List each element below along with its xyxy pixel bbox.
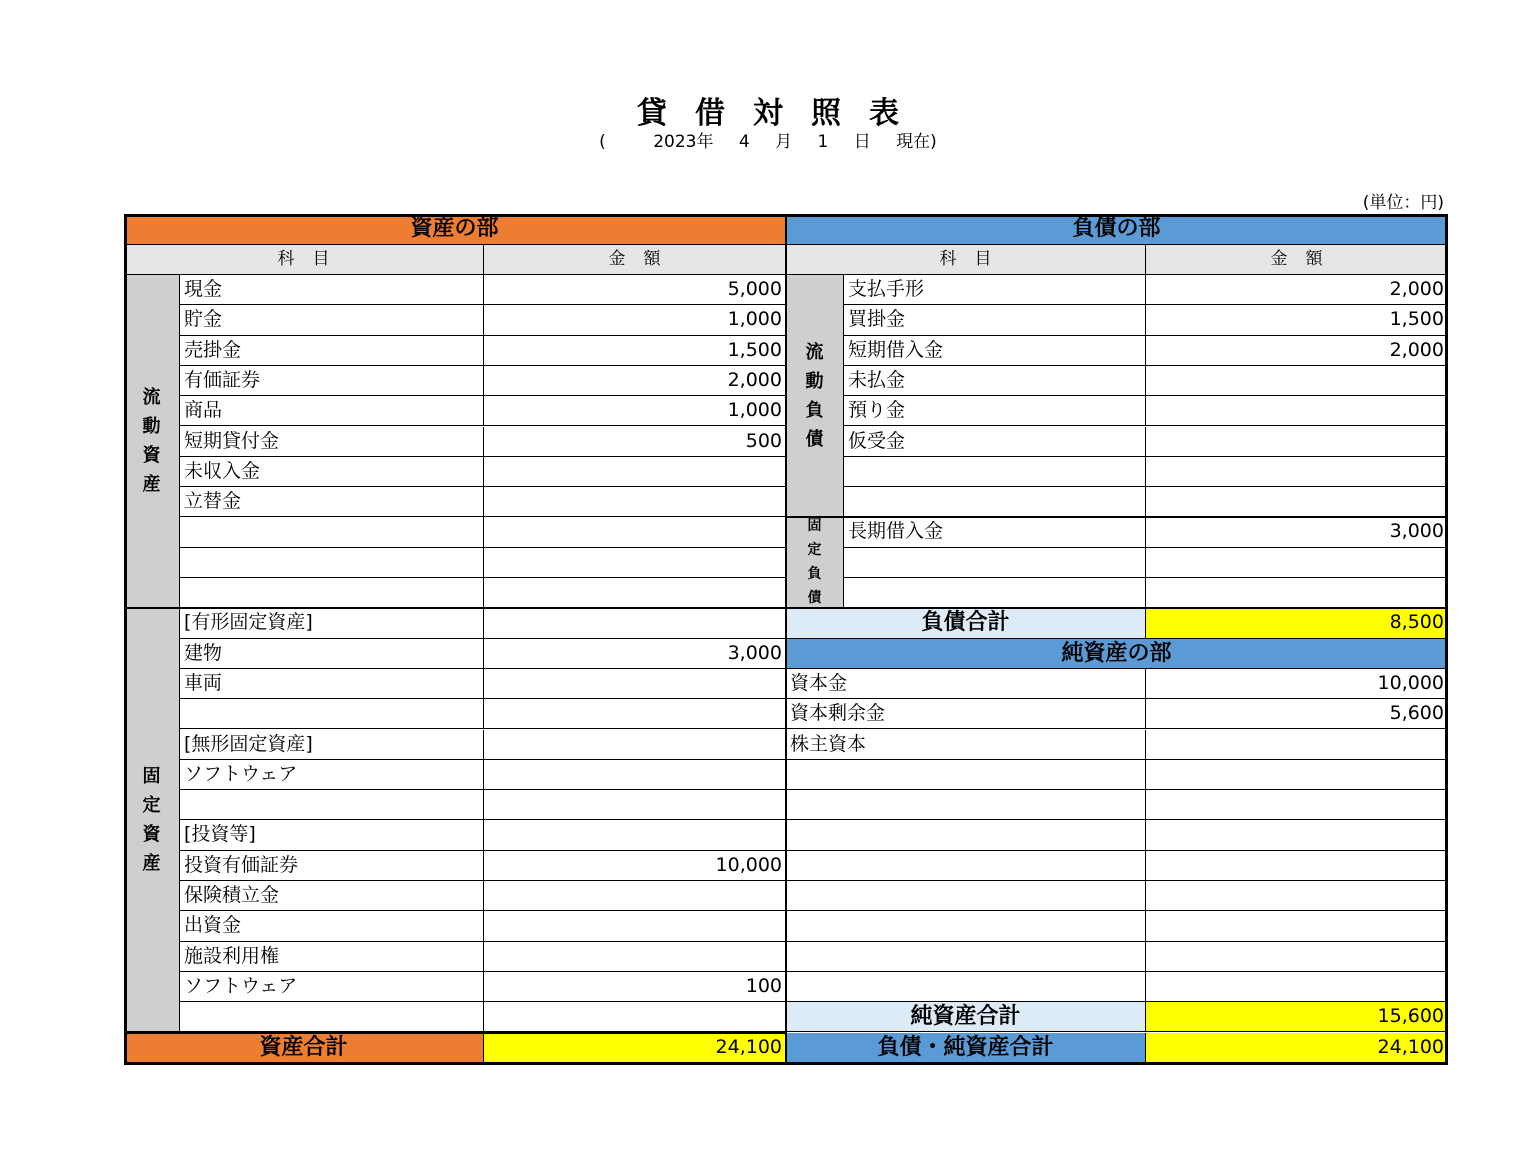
- current-asset-item: 立替金: [180, 487, 484, 517]
- net-assets-header: 純資産の部: [786, 639, 1448, 669]
- net-asset-amount: [1146, 972, 1448, 1002]
- current-asset-item: 短期貸付金: [180, 427, 484, 457]
- net-asset-item: [786, 820, 1146, 850]
- fixed-liability-amount: [1146, 578, 1448, 608]
- current-asset-amount: 1,500: [484, 336, 786, 366]
- side-label-char: 債: [807, 590, 822, 607]
- assets-total-divider: [124, 1032, 786, 1034]
- net-asset-item: 資本金: [786, 669, 1146, 699]
- current-liability-item: 短期借入金: [844, 336, 1146, 366]
- side-label-char: 債: [805, 428, 824, 450]
- current-liability-amount: 2,000: [1146, 336, 1448, 366]
- assets-total-value: 24,100: [484, 1033, 786, 1063]
- liabilities-total-label: 負債合計: [786, 608, 1146, 638]
- net-asset-item: [786, 942, 1146, 972]
- liabilities-col-amount: 金額: [1146, 245, 1448, 275]
- date-month: 4: [738, 132, 750, 152]
- fixed-asset-item: 施設利用権: [180, 942, 484, 972]
- date-suffix: 現在): [896, 132, 937, 152]
- net-asset-amount: [1146, 851, 1448, 881]
- liabilities-col-item: 科目: [786, 245, 1146, 275]
- unit-label: (単位：円): [1362, 193, 1444, 213]
- fixed-liability-item: 長期借入金: [844, 517, 1146, 547]
- side-label-char: 産: [142, 852, 161, 874]
- net-asset-item: [786, 881, 1146, 911]
- side-label-char: 資: [142, 823, 161, 845]
- fixed-asset-amount: 10,000: [484, 851, 786, 881]
- current-liability-item: 仮受金: [844, 427, 1146, 457]
- fixed-asset-amount: [484, 730, 786, 760]
- page-title: 貸借対照表: [637, 96, 927, 131]
- date-month-unit: 月: [775, 132, 793, 152]
- fixed-asset-item: [投資等]: [180, 820, 484, 850]
- side-label-char: 固: [142, 765, 161, 787]
- current-asset-item: 貯金: [180, 305, 484, 335]
- side-label-char: 流: [805, 341, 824, 363]
- date-day: 1: [817, 132, 829, 152]
- fixed-liability-item: [844, 548, 1146, 578]
- net-asset-amount: [1146, 911, 1448, 941]
- assets-total-label: 資産合計: [124, 1033, 484, 1063]
- current-asset-amount: 2,000: [484, 366, 786, 396]
- side-label-char: 負: [807, 566, 822, 583]
- fixed-asset-item: 投資有価証券: [180, 851, 484, 881]
- net-asset-amount: [1146, 730, 1448, 760]
- current-asset-item: 商品: [180, 396, 484, 426]
- fixed-asset-amount: [484, 608, 786, 638]
- fixed-asset-amount: 3,000: [484, 639, 786, 669]
- current-liabilities-label: [786, 275, 844, 517]
- side-label-char: 動: [142, 416, 161, 438]
- fixed-asset-item: 出資金: [180, 911, 484, 941]
- current-asset-amount: [484, 548, 786, 578]
- current-asset-item: 売掛金: [180, 336, 484, 366]
- current-asset-amount: [484, 517, 786, 547]
- grand-total-label: 負債・純資産合計: [786, 1033, 1146, 1063]
- fixed-asset-amount: [484, 881, 786, 911]
- fixed-asset-amount: [484, 942, 786, 972]
- date-year: 2023年: [653, 132, 714, 152]
- current-liability-item: 支払手形: [844, 275, 1146, 305]
- net-asset-item: 株主資本: [786, 730, 1146, 760]
- net-assets-total-value: 15,600: [1146, 1002, 1448, 1032]
- center-divider: [785, 214, 787, 1063]
- fixed-asset-amount: [484, 699, 786, 729]
- fixed-asset-item: 保険積立金: [180, 881, 484, 911]
- side-label-char: 負: [805, 399, 824, 421]
- current-fixed-assets-divider: [124, 607, 786, 609]
- current-asset-amount: 5,000: [484, 275, 786, 305]
- fixed-asset-amount: [484, 1002, 786, 1032]
- fixed-asset-amount: [484, 760, 786, 790]
- net-asset-item: 資本剰余金: [786, 699, 1146, 729]
- current-liability-item: 預り金: [844, 396, 1146, 426]
- fixed-asset-item: 車両: [180, 669, 484, 699]
- side-label-char: 流: [142, 387, 161, 409]
- net-asset-item: [786, 760, 1146, 790]
- current-assets-label: [124, 275, 180, 608]
- current-asset-amount: 1,000: [484, 305, 786, 335]
- current-liability-amount: [1146, 396, 1448, 426]
- current-asset-amount: 500: [484, 427, 786, 457]
- current-asset-item: [180, 517, 484, 547]
- current-asset-item: 未収入金: [180, 457, 484, 487]
- side-label-char: 動: [805, 370, 824, 392]
- current-liability-item: [844, 487, 1146, 517]
- net-asset-item: [786, 972, 1146, 1002]
- current-fixed-liabilities-divider: [786, 516, 1448, 518]
- current-asset-amount: [484, 487, 786, 517]
- current-liability-item: 買掛金: [844, 305, 1146, 335]
- current-liability-amount: [1146, 427, 1448, 457]
- fixed-liability-amount: 3,000: [1146, 517, 1448, 547]
- net-asset-amount: 5,600: [1146, 699, 1448, 729]
- fixed-asset-item: [無形固定資産]: [180, 730, 484, 760]
- fixed-asset-item: 建物: [180, 639, 484, 669]
- date-open: (: [599, 132, 606, 152]
- fixed-liability-item: [844, 578, 1146, 608]
- current-asset-item: 有価証券: [180, 366, 484, 396]
- fixed-asset-item: [180, 699, 484, 729]
- current-liability-amount: 1,500: [1146, 305, 1448, 335]
- current-asset-item: [180, 548, 484, 578]
- net-asset-item: [786, 851, 1146, 881]
- grand-total-value: 24,100: [1146, 1033, 1448, 1063]
- current-asset-amount: 1,000: [484, 396, 786, 426]
- fixed-asset-amount: [484, 669, 786, 699]
- net-asset-amount: [1146, 790, 1448, 820]
- current-asset-item: [180, 578, 484, 608]
- fixed-asset-item: [180, 790, 484, 820]
- assets-header: 資産の部: [124, 214, 786, 245]
- current-asset-amount: [484, 578, 786, 608]
- net-asset-amount: [1146, 760, 1448, 790]
- current-liability-item: [844, 457, 1146, 487]
- net-asset-amount: 10,000: [1146, 669, 1448, 699]
- current-liability-amount: 2,000: [1146, 275, 1448, 305]
- fixed-asset-item: [180, 1002, 484, 1032]
- side-label-char: 定: [142, 794, 161, 816]
- current-liability-amount: [1146, 366, 1448, 396]
- fixed-asset-item: [有形固定資産]: [180, 608, 484, 638]
- assets-col-amount: 金額: [484, 245, 786, 275]
- fixed-asset-amount: [484, 790, 786, 820]
- current-liability-item: 未払金: [844, 366, 1146, 396]
- fixed-asset-amount: 100: [484, 972, 786, 1002]
- current-asset-amount: [484, 457, 786, 487]
- current-asset-item: 現金: [180, 275, 484, 305]
- net-asset-item: [786, 911, 1146, 941]
- net-asset-amount: [1146, 881, 1448, 911]
- report-date: [0, 127, 1536, 152]
- fixed-assets-label: [124, 608, 180, 1032]
- fixed-liabilities-label: [786, 517, 844, 608]
- net-assets-total-label: 純資産合計: [786, 1002, 1146, 1032]
- liabilities-total-value: 8,500: [1146, 608, 1448, 638]
- date-day-unit: 日: [853, 132, 871, 152]
- fixed-asset-amount: [484, 820, 786, 850]
- net-asset-item: [786, 790, 1146, 820]
- net-asset-amount: [1146, 820, 1448, 850]
- liabilities-total-divider: [786, 607, 1448, 609]
- side-label-char: 固: [807, 518, 822, 535]
- fixed-asset-amount: [484, 911, 786, 941]
- assets-col-item: 科目: [124, 245, 484, 275]
- net-asset-amount: [1146, 942, 1448, 972]
- balance-sheet-table: [124, 214, 1448, 1065]
- fixed-liability-amount: [1146, 548, 1448, 578]
- liabilities-header: 負債の部: [786, 214, 1448, 245]
- side-label-char: 産: [142, 474, 161, 496]
- fixed-asset-item: ソフトウェア: [180, 760, 484, 790]
- side-label-char: 資: [142, 445, 161, 467]
- current-liability-amount: [1146, 487, 1448, 517]
- side-label-char: 定: [807, 542, 822, 559]
- fixed-asset-item: ソフトウェア: [180, 972, 484, 1002]
- current-liability-amount: [1146, 457, 1448, 487]
